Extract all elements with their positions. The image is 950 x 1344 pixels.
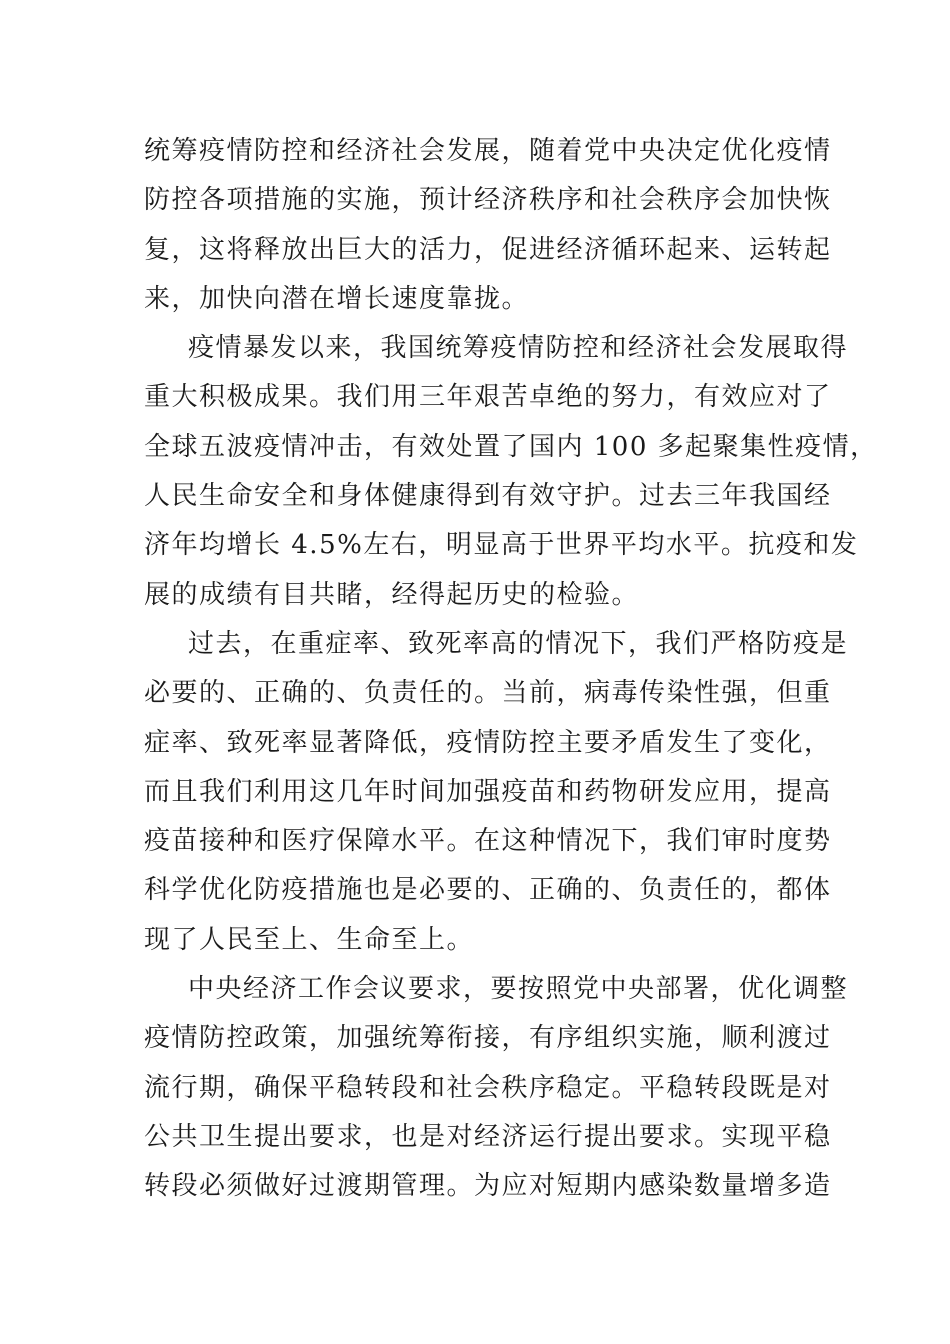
paragraph-first-line: 中央经济工作会议要求，要按照党中央部署，优化调整 bbox=[188, 974, 849, 1005]
text-line: 全球五波疫情冲击，有效处置了国内 100 多起聚集性疫情， bbox=[144, 431, 878, 462]
paragraph-first-line: 过去，在重症率、致死率高的情况下，我们严格防疫是 bbox=[188, 628, 849, 659]
text-line: 症率、致死率显著降低，疫情防控主要矛盾发生了变化， bbox=[144, 727, 832, 758]
text-line: 必要的、正确的、负责任的。当前，病毒传染性强，但重 bbox=[144, 678, 832, 709]
text-line: 转段必须做好过渡期管理。为应对短期内感染数量增多造 bbox=[144, 1171, 832, 1202]
text-line: 疫情防控政策，加强统筹衔接，有序组织实施，顺利渡过 bbox=[144, 1023, 832, 1054]
paragraph-first-line: 疫情暴发以来，我国统筹疫情防控和经济社会发展取得 bbox=[188, 333, 849, 364]
text-line: 复，这将释放出巨大的活力，促进经济循环起来、运转起 bbox=[144, 234, 832, 265]
text-line: 展的成绩有目共睹，经得起历史的检验。 bbox=[144, 579, 640, 610]
text-line: 公共卫生提出要求，也是对经济运行提出要求。实现平稳 bbox=[144, 1121, 832, 1152]
text-line: 济年均增长 4.5%左右，明显高于世界平均水平。抗疫和发 bbox=[144, 530, 859, 561]
text-line: 现了人民至上、生命至上。 bbox=[144, 924, 475, 955]
text-line: 科学优化防疫措施也是必要的、正确的、负责任的，都体 bbox=[144, 875, 832, 906]
text-line: 防控各项措施的实施，预计经济秩序和社会秩序会加快恢 bbox=[144, 185, 832, 216]
text-line: 流行期，确保平稳转段和社会秩序稳定。平稳转段既是对 bbox=[144, 1072, 832, 1103]
text-line: 而且我们利用这几年时间加强疫苗和药物研发应用，提高 bbox=[144, 776, 832, 807]
text-line: 人民生命安全和身体健康得到有效守护。过去三年我国经 bbox=[144, 481, 832, 512]
text-line: 疫苗接种和医疗保障水平。在这种情况下，我们审时度势 bbox=[144, 826, 832, 857]
text-line: 来，加快向潜在增长速度靠拢。 bbox=[144, 283, 530, 314]
text-line: 统筹疫情防控和经济社会发展，随着党中央决定优化疫情 bbox=[144, 136, 832, 166]
text-line: 重大积极成果。我们用三年艰苦卓绝的努力，有效应对了 bbox=[144, 382, 832, 413]
document-body bbox=[144, 127, 878, 1212]
